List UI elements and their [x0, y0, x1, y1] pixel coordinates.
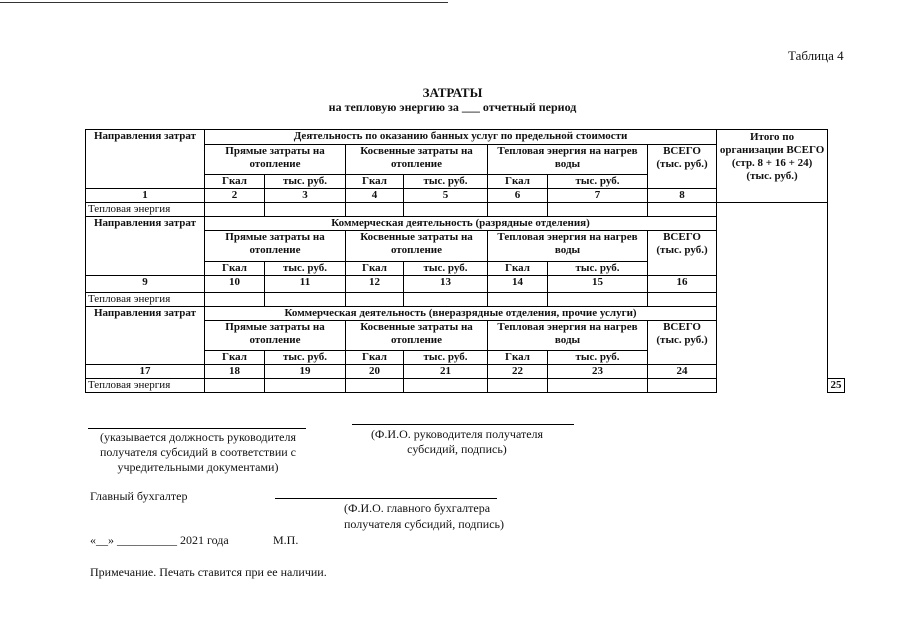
- col-number: 10: [205, 276, 265, 293]
- col-number: 25: [828, 379, 845, 393]
- section3-title: Коммерческая деятельность (внеразрядные отделения, прочие услуги): [205, 307, 717, 321]
- directions-header-3: Направления затрат: [86, 307, 205, 365]
- gcal-header: Гкал: [205, 262, 265, 276]
- col-number: 15: [548, 276, 648, 293]
- hotwater-header-2: Тепловая энергия на нагрев воды: [488, 231, 648, 262]
- head-position-line: [88, 428, 306, 429]
- col-number: 7: [548, 189, 648, 203]
- col-number: 6: [488, 189, 548, 203]
- col-number: 2: [205, 189, 265, 203]
- section1-title: Деятельность по оказанию банных услуг по предельной стоимости: [205, 130, 717, 145]
- accountant-fio-note: (Ф.И.О. главного бухгалтера получателя субсидий, подпись): [344, 501, 505, 531]
- stamp-label: М.П.: [273, 533, 299, 547]
- col-number: 4: [346, 189, 404, 203]
- thous-header: тыс. руб.: [548, 175, 648, 189]
- thous-header: тыс. руб.: [265, 262, 346, 276]
- gcal-header: Гкал: [488, 262, 548, 276]
- section2-title: Коммерческая деятельность (разрядные отделения): [205, 217, 717, 231]
- direct-costs-header-2: Прямые затраты на отопление: [205, 231, 346, 262]
- thous-header: тыс. руб.: [265, 175, 346, 189]
- col-number: 3: [265, 189, 346, 203]
- thous-header: тыс. руб.: [265, 351, 346, 365]
- hotwater-header-3: Тепловая энергия на нагрев воды: [488, 321, 648, 351]
- total-header-1: ВСЕГО (тыс. руб.): [648, 145, 717, 189]
- accountant-signature-line: [275, 498, 497, 499]
- stamp-note: Примечание. Печать ставится при ее наличии.: [90, 565, 327, 579]
- col-number: 12: [346, 276, 404, 293]
- col-number: 17: [86, 365, 205, 379]
- col-number: 22: [488, 365, 548, 379]
- hotwater-header-1: Тепловая энергия на нагрев воды: [488, 145, 648, 175]
- col-number: 20: [346, 365, 404, 379]
- gcal-header: Гкал: [205, 175, 265, 189]
- date-line: «__» __________ 2021 года: [90, 533, 229, 547]
- col-number: 8: [648, 189, 717, 203]
- col-number: 18: [205, 365, 265, 379]
- total-header-3: ВСЕГО (тыс. руб.): [648, 321, 717, 365]
- indirect-costs-header-3: Косвенные затраты на отопление: [346, 321, 488, 351]
- gcal-header: Гкал: [488, 351, 548, 365]
- col-number: 23: [548, 365, 648, 379]
- thous-header: тыс. руб.: [404, 351, 488, 365]
- itogo-header: Итого по организации ВСЕГО (стр. 8 + 16 + 24) (тыс. руб.): [717, 130, 828, 203]
- head-position-note: (указывается должность руководителя получателя субсидий в соответствии с учредительными документами): [99, 430, 297, 474]
- costs-table: [85, 129, 845, 393]
- direct-costs-header-3: Прямые затраты на отопление: [205, 321, 346, 351]
- directions-header-2: Направления затрат: [86, 217, 205, 276]
- document-subtitle: на тепловую энергию за ___ отчетный период: [328, 100, 577, 114]
- thous-header: тыс. руб.: [404, 175, 488, 189]
- indirect-costs-header-1: Косвенные затраты на отопление: [346, 145, 488, 175]
- top-border-line: [0, 2, 448, 3]
- col-number: 14: [488, 276, 548, 293]
- gcal-header: Гкал: [346, 351, 404, 365]
- accountant-label: Главный бухгалтер: [90, 489, 188, 503]
- col-number: 24: [648, 365, 717, 379]
- col-number: 9: [86, 276, 205, 293]
- thous-header: тыс. руб.: [548, 262, 648, 276]
- gcal-header: Гкал: [346, 175, 404, 189]
- col-number: 11: [265, 276, 346, 293]
- row-label-heat-1: Тепловая энергия: [86, 203, 205, 217]
- col-number: 5: [404, 189, 488, 203]
- head-signature-line: [352, 424, 574, 425]
- table-number: Таблица 4: [788, 48, 844, 63]
- indirect-costs-header-2: Косвенные затраты на отопление: [346, 231, 488, 262]
- col-number: 13: [404, 276, 488, 293]
- col-number: 16: [648, 276, 717, 293]
- gcal-header: Гкал: [346, 262, 404, 276]
- gcal-header: Гкал: [205, 351, 265, 365]
- col-number: 19: [265, 365, 346, 379]
- total-header-2: ВСЕГО (тыс. руб.): [648, 231, 717, 276]
- col-number: 1: [86, 189, 205, 203]
- document-title: ЗАТРАТЫ: [422, 85, 483, 100]
- gcal-header: Гкал: [488, 175, 548, 189]
- col-number: 21: [404, 365, 488, 379]
- thous-header: тыс. руб.: [404, 262, 488, 276]
- row-label-heat-3: Тепловая энергия: [86, 379, 205, 393]
- row-label-heat-2: Тепловая энергия: [86, 293, 205, 307]
- thous-header: тыс. руб.: [548, 351, 648, 365]
- direct-costs-header-1: Прямые затраты на отопление: [205, 145, 346, 175]
- directions-header-1: Направления затрат: [86, 130, 205, 189]
- head-fio-note: (Ф.И.О. руководителя получателя субсидий, подпись): [370, 427, 544, 456]
